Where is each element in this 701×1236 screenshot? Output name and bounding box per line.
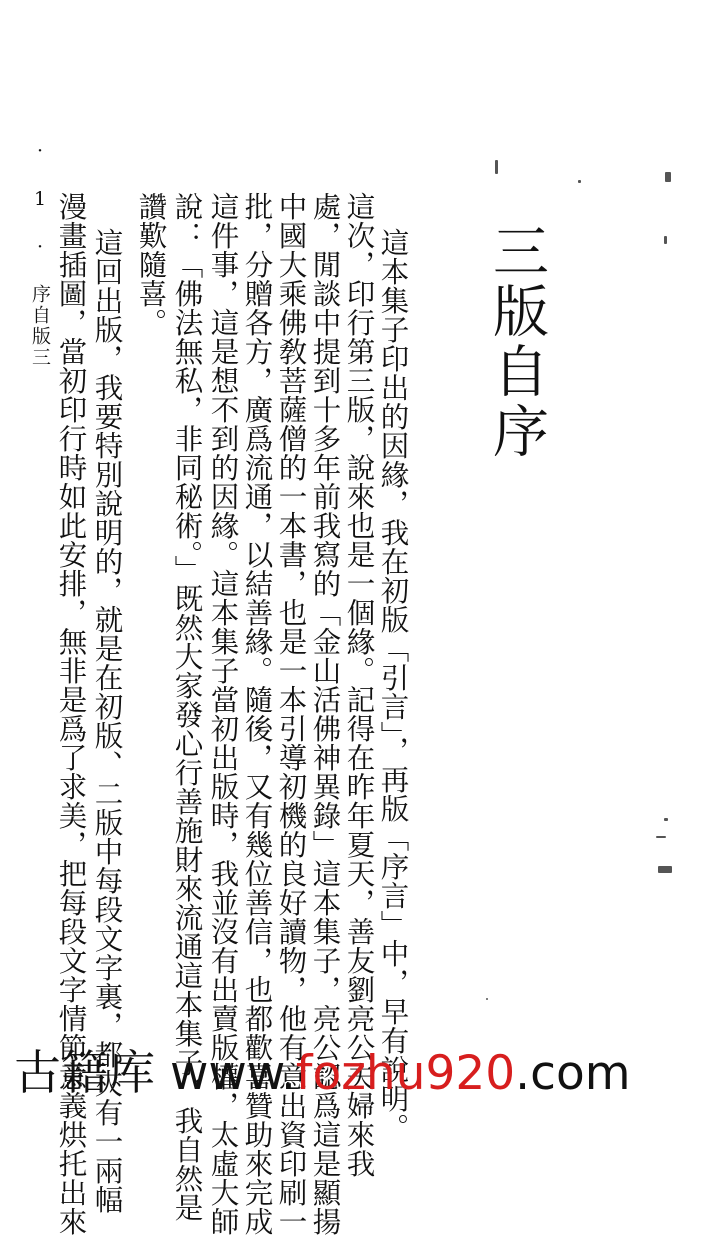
- scan-speck: [658, 866, 672, 873]
- watermark-url-accent: fozhu920: [295, 1046, 516, 1101]
- scan-speck: [495, 160, 498, 174]
- site-watermark: [14, 1046, 631, 1101]
- text-column: 處，閒談中提到十多年前我寫的「金山活佛神異錄」這本集子，亮公認爲這是顯揚: [308, 192, 342, 1236]
- text-column: 漫畫插圖，當初印行時如此安排，無非是爲了求美，把每段文字情節意義烘托出來: [54, 192, 88, 1236]
- text-column: 這次，印行第三版，說來也是一個緣。記得在昨年夏天，善友劉亮公夫婦來我: [342, 192, 376, 1178]
- text-column: 批，分贈各方，廣爲流通，以結善緣。隨後，又有幾位善信，也都歡喜贊助來完成: [240, 192, 274, 1236]
- scan-speck: [664, 818, 668, 821]
- text-column: 讚歎隨喜。: [134, 192, 168, 337]
- scan-speck: [656, 836, 666, 838]
- running-header: · 1 · 序自版三: [29, 140, 51, 368]
- text-column: 說：「佛法無私，非同秘術。」既然大家發心行善施財來流通這本集子，我自然是: [170, 192, 204, 1222]
- scan-speck: [578, 180, 581, 183]
- text-column: 這本集子印出的因緣，我在初版「引言」，再版「序言」中，早有說明。: [376, 228, 410, 1142]
- watermark-url-prefix: www.: [169, 1046, 296, 1101]
- scan-speck: [664, 236, 667, 244]
- text-column: 中國大乘佛敎菩薩僧的一本書，也是一本引導初機的良好讀物，他有意出資印刷一: [274, 192, 308, 1236]
- watermark-brand: 古籍库: [14, 1046, 155, 1101]
- text-column: 這件事，這是想不到的因緣。這本集子當初出版時，我並沒有出賣版權，太虛大師: [206, 192, 240, 1236]
- text-column: 這回出版，我要特別說明的，就是在初版、二版中每段文字裏，都夾有一兩幅: [90, 228, 124, 1214]
- page-title: 三版自序: [484, 222, 549, 462]
- scan-speck: [665, 172, 671, 182]
- scan-speck: [486, 998, 488, 1000]
- watermark-url-suffix: .com: [515, 1046, 631, 1101]
